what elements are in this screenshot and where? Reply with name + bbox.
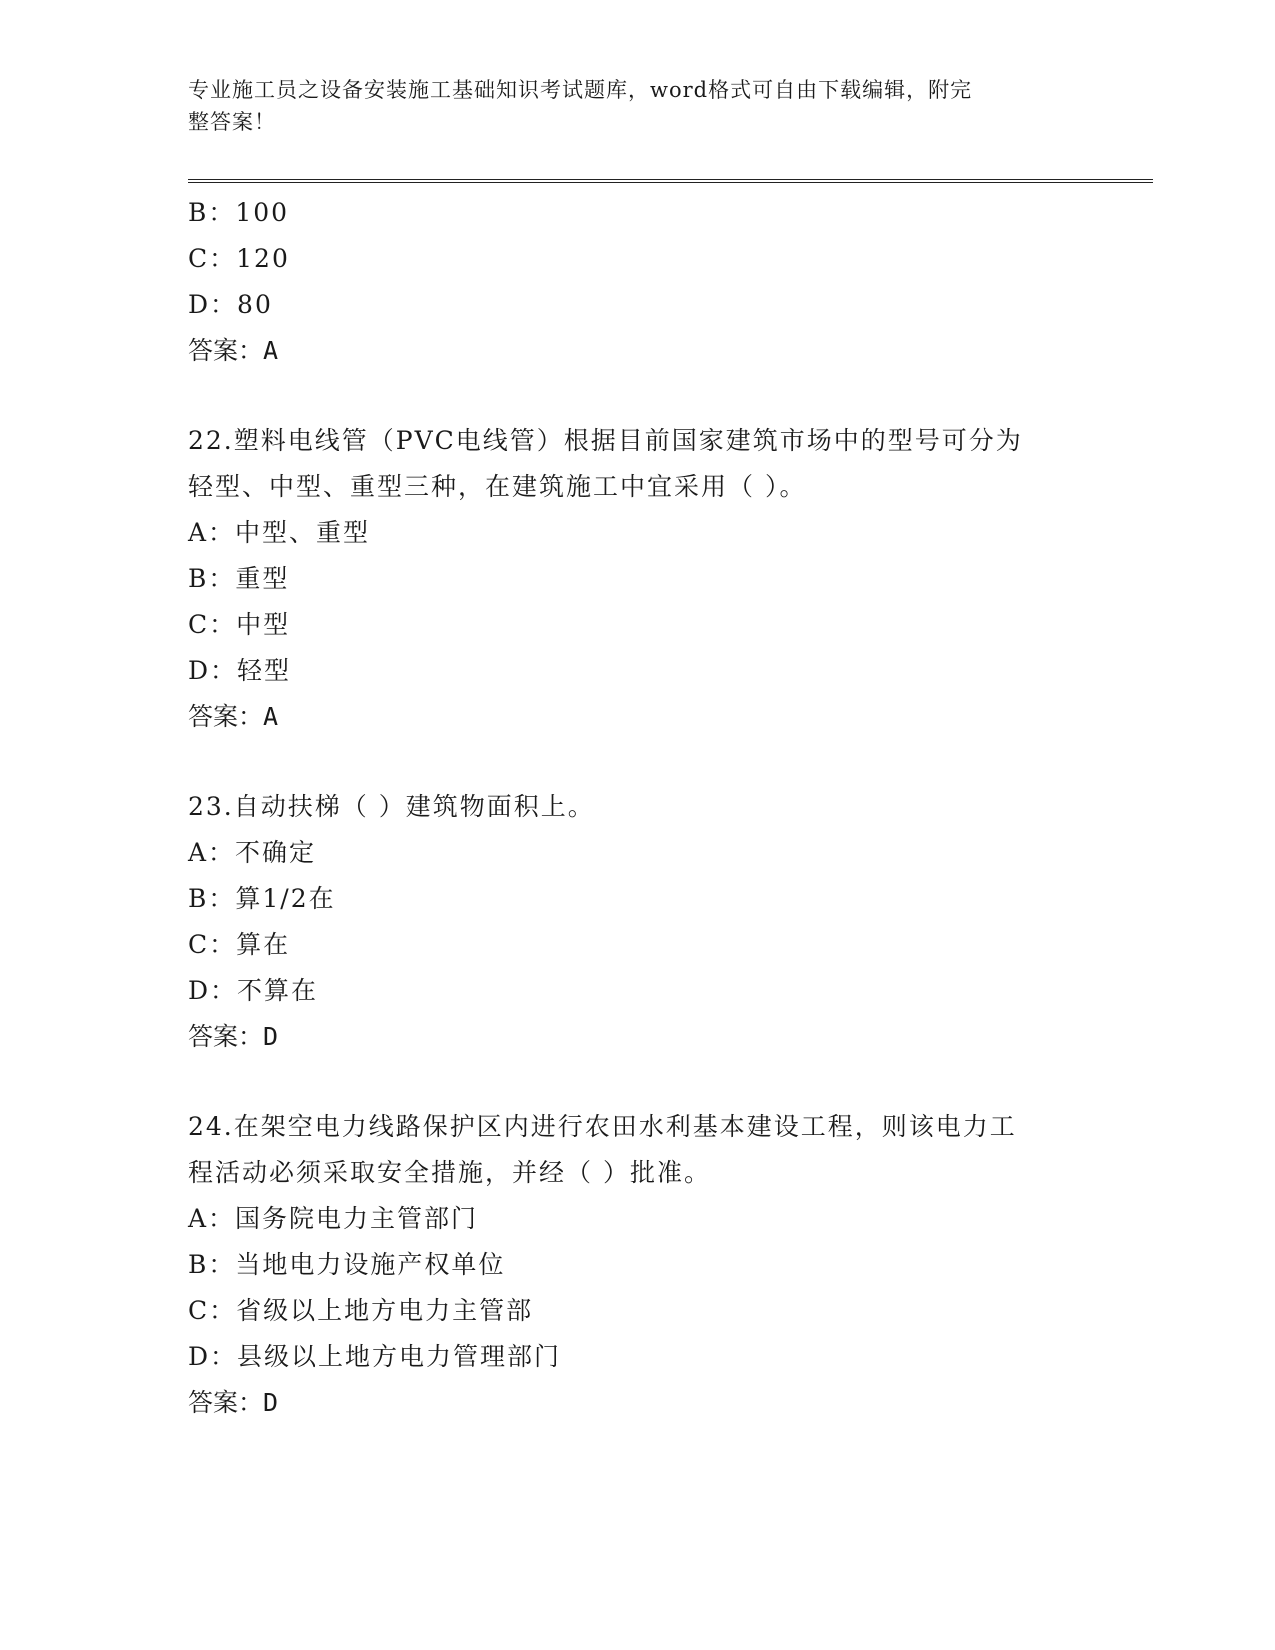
header-line-2: 整答案！ [188, 110, 276, 134]
header-line-1: 专业施工员之设备安装施工基础知识考试题库，word格式可自由下载编辑，附完 [188, 78, 973, 102]
option-d: D：不算在 [188, 976, 319, 1005]
answer: 答案：D [188, 1388, 279, 1417]
option-b: B：重型 [188, 564, 290, 593]
answer: 答案：A [188, 702, 279, 731]
option-d: D：80 [188, 290, 273, 319]
question-22 [188, 418, 1088, 740]
option-d: D：轻型 [188, 656, 292, 685]
option-c: C：省级以上地方电力主管部 [188, 1296, 534, 1325]
question-stem-line-2: 程活动必须采取安全措施，并经（ ）批准。 [188, 1158, 711, 1187]
option-c: C：中型 [188, 610, 291, 639]
option-a: A：不确定 [188, 838, 317, 867]
answer: 答案：D [188, 1022, 279, 1051]
spacer [188, 740, 1088, 784]
question-23 [188, 784, 1088, 1060]
spacer [188, 1060, 1088, 1104]
question-stem-line-1: 24.在架空电力线路保护区内进行农田水利基本建设工程，则该电力工 [188, 1112, 1017, 1141]
option-a: A：国务院电力主管部门 [188, 1204, 479, 1233]
header-divider [188, 179, 1153, 183]
spacer [188, 374, 1088, 418]
option-b: B：100 [188, 198, 290, 227]
option-a: A：中型、重型 [188, 518, 371, 547]
option-b: B：当地电力设施产权单位 [188, 1250, 506, 1279]
option-d: D：县级以上地方电力管理部门 [188, 1342, 562, 1371]
question-21-continued [188, 190, 1088, 374]
option-b: B：算1/2在 [188, 884, 336, 913]
document-body [188, 190, 1088, 1426]
question-24 [188, 1104, 1088, 1426]
question-stem-line-2: 轻型、中型、重型三种，在建筑施工中宜采用（ ）。 [188, 472, 807, 501]
document-header [188, 74, 1068, 138]
option-c: C：120 [188, 244, 290, 273]
option-c: C：算在 [188, 930, 291, 959]
question-stem-line-1: 23.自动扶梯（ ）建筑物面积上。 [188, 792, 595, 821]
question-stem-line-1: 22.塑料电线管（PVC电线管）根据目前国家建筑市场中的型号可分为 [188, 426, 1023, 455]
answer: 答案：A [188, 336, 279, 365]
